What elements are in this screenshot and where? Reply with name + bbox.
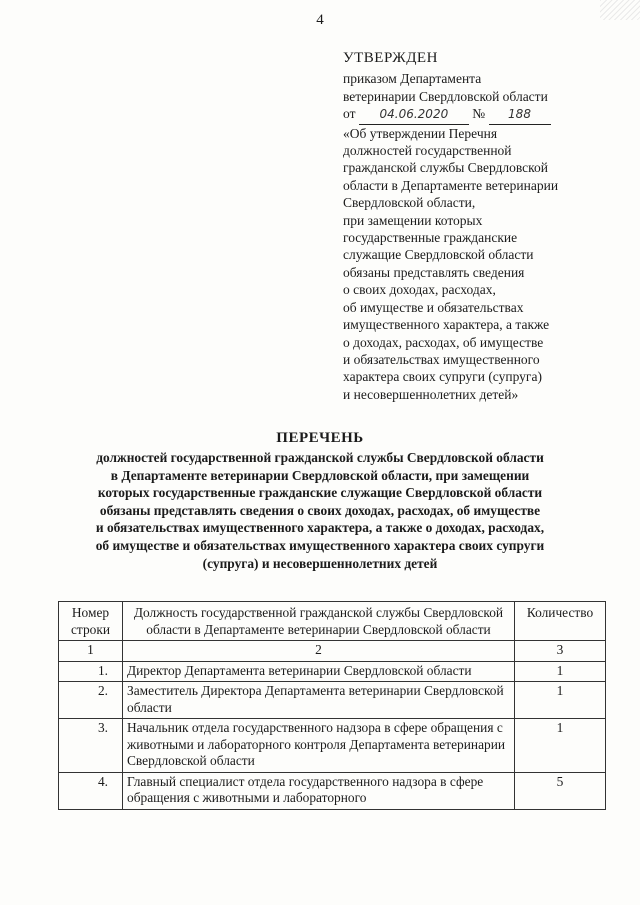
approval-subject-line: имущественного характера, а также	[343, 317, 550, 333]
number-prefix: №	[472, 106, 486, 122]
approval-line: приказом Департамента	[343, 71, 482, 87]
row-position: Директор Департамента ветеринарии Свердловской области	[123, 661, 515, 682]
approval-subject-line: о своих доходах, расходах,	[343, 282, 496, 298]
table-row	[59, 772, 606, 809]
row-quantity: 1	[515, 682, 606, 719]
approval-subject	[343, 125, 633, 404]
approval-subject-line: обязаны представлять сведения	[343, 264, 525, 280]
subtitle-line: в Департаменте ветеринарии Свердловской области, при замещении	[110, 467, 530, 483]
row-quantity: 1	[515, 661, 606, 682]
date-prefix: от	[343, 106, 356, 122]
row-number: 3.	[59, 719, 123, 773]
approval-title: УТВЕРЖДЕН	[343, 50, 438, 66]
header-quantity: Количество	[515, 602, 606, 641]
approval-subject-line: области в Департаменте ветеринарии	[343, 177, 559, 193]
subtitle-line: обязаны представлять сведения о своих доходах, расходах, об имуществе	[99, 502, 541, 518]
handwritten-date: 04.06.2020	[359, 106, 469, 124]
column-index: 2	[123, 641, 515, 662]
table-row	[59, 682, 606, 719]
row-position: Начальник отдела государственного надзора в сфере обращения с животными и лабораторного контроля Департамента ветеринарии Свердловской области	[123, 719, 515, 773]
column-index: 1	[59, 641, 123, 662]
approval-stamp-block	[343, 50, 633, 403]
subtitle-line: которых государственные гражданские служащие Свердловской области	[97, 485, 543, 501]
row-position: Заместитель Директора Департамента ветеринарии Свердловской области	[123, 682, 515, 719]
approval-subject-line: «Об утверждении Перечня	[343, 125, 498, 141]
document-subtitle	[20, 449, 620, 572]
approval-subject-line: гражданской службы Свердловской	[343, 160, 549, 176]
row-position: Главный специалист отдела государственного надзора в сфере обращения с животными и лабораторного	[123, 772, 515, 809]
row-number: 2.	[59, 682, 123, 719]
subtitle-line: (супруга) и несовершеннолетних детей	[202, 555, 438, 571]
approval-subject-line: служащие Свердловской области	[343, 247, 534, 263]
column-index-row	[59, 641, 606, 662]
approval-line: ветеринарии Свердловской области	[343, 88, 548, 104]
subtitle-line: должностей государственной гражданской службы Свердловской области	[96, 450, 544, 465]
header-position: Должность государственной гражданской службы Свердловской области в Департаменте ветеринарии Свердловской области	[123, 602, 515, 641]
page-number: 4	[316, 12, 324, 28]
handwritten-number: 188	[489, 106, 551, 124]
document-heading	[20, 430, 620, 572]
row-quantity: 1	[515, 719, 606, 773]
row-quantity: 5	[515, 772, 606, 809]
approval-subject-line: и обязательствах имущественного	[343, 351, 540, 367]
approval-subject-line: государственные гражданские	[343, 230, 518, 246]
subtitle-line: и обязательствах имущественного характера, а также о доходах, расходах,	[95, 520, 545, 536]
table-header-row	[59, 602, 606, 641]
table-row	[59, 661, 606, 682]
approval-subject-line: о доходах, расходах, об имуществе	[343, 334, 544, 350]
approval-subject-line: при замещении которых	[343, 212, 483, 228]
header-number: Номер строки	[59, 602, 123, 641]
document-title: ПЕРЕЧЕНЬ	[276, 430, 364, 446]
approval-subject-line: должностей государственной	[343, 143, 512, 159]
subtitle-line: об имуществе и обязательствах имущественного характера своих супруги	[95, 537, 545, 553]
approval-subject-line: об имуществе и обязательствах	[343, 299, 524, 315]
approval-subject-line: и несовершеннолетних детей»	[343, 386, 519, 402]
positions-table	[58, 601, 606, 810]
approval-subject-line: характера своих супруги (супруга)	[343, 369, 542, 385]
row-number: 1.	[59, 661, 123, 682]
column-index: 3	[515, 641, 606, 662]
table-row	[59, 719, 606, 773]
row-number: 4.	[59, 772, 123, 809]
approval-subject-line: Свердловской области,	[343, 195, 476, 211]
approval-date-line	[343, 105, 633, 124]
